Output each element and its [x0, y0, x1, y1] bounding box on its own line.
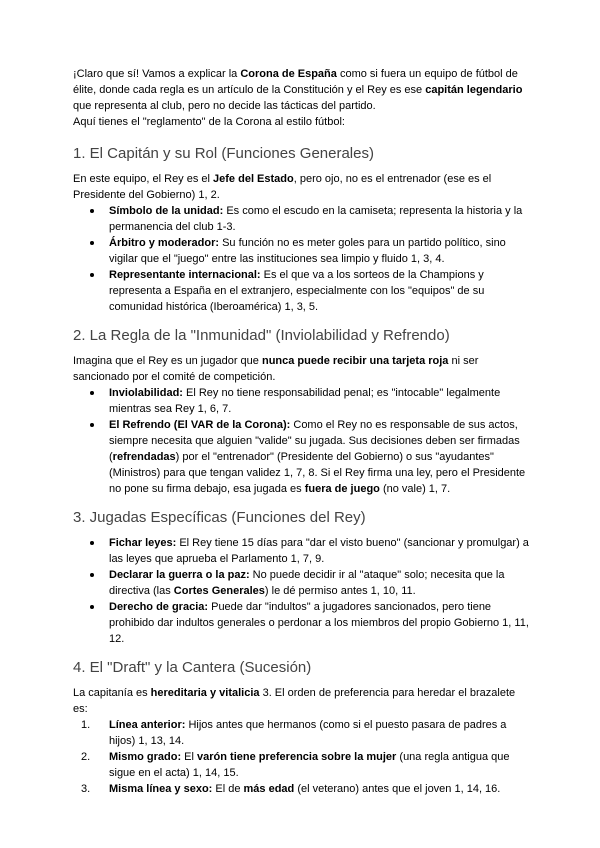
bold-text: varón tiene preferencia sobre la mujer	[197, 751, 397, 763]
text: Imagina que el Rey es un jugador que	[73, 355, 262, 367]
ordered-list-item	[73, 717, 530, 749]
text: 3. El orden de preferencia para heredar el brazalete es:	[73, 687, 516, 715]
intro-bold-capitan: capitán legendario	[425, 84, 523, 96]
section-1-heading: 1. El Capitán y su Rol (Funciones Generales)	[73, 145, 374, 162]
list-item	[73, 235, 530, 267]
text: La capitanía es	[73, 687, 151, 699]
intro-text: que representa al club, pero no decide las tácticas del partido.	[73, 100, 376, 112]
list-number: 1.	[81, 719, 91, 731]
list-item-label: Símbolo de la unidad:	[109, 205, 224, 217]
list-item-text: Hijos antes que hermanos (como si el puesto pasara de padres a hijos) 1, 13, 14.	[109, 719, 507, 747]
list-item-label: El Refrendo (El VAR de la Corona):	[109, 419, 291, 431]
intro-text: ¡Claro que sí! Vamos a explicar la	[73, 68, 241, 80]
section-2-list	[73, 385, 530, 497]
intro-paragraph	[73, 66, 530, 114]
section-4-heading: 4. El "Draft" y la Cantera (Sucesión)	[73, 659, 312, 676]
bold-text: hereditaria y vitalicia	[150, 687, 260, 699]
list-number: 3.	[81, 783, 91, 795]
section-2-paragraph	[73, 353, 530, 385]
list-item-label: Fichar leyes:	[109, 537, 177, 549]
bold-text: Cortes Generales	[173, 585, 265, 597]
list-item	[73, 535, 530, 567]
intro-text: como si fuera un equipo de fútbol de élite, donde cada regla es un artículo de la Constitución y el Rey es ese	[73, 68, 518, 96]
list-item-text: El Rey no tiene responsabilidad penal; es "intocable" legalmente mientras sea Rey 1, 6, 7.	[109, 387, 501, 415]
list-item-text: (no vale) 1, 7.	[379, 483, 451, 495]
list-item-text: Es como el escudo en la camiseta; representa la historia y la permanencia del club 1-3.	[109, 205, 523, 233]
list-item	[73, 203, 530, 235]
ordered-list-item	[73, 749, 530, 781]
section-3-heading: 3. Jugadas Específicas (Funciones del Rey)	[73, 509, 366, 526]
section-3-list	[73, 535, 530, 647]
list-item-text: El Rey tiene 15 días para "dar el visto bueno" (sancionar y promulgar) a las leyes que aprueba el Parlamento 1, 7, 9.	[109, 537, 529, 565]
bold-text: fuera de juego	[304, 483, 380, 495]
list-item	[73, 567, 530, 599]
section-1-paragraph	[73, 171, 530, 203]
intro-line-2: Aquí tienes el "reglamento" de la Corona al estilo fútbol:	[73, 116, 345, 128]
section-4-ordered-list	[73, 717, 530, 797]
list-item-label: Árbitro y moderador:	[109, 237, 220, 249]
list-item	[73, 267, 530, 315]
section-2-heading: 2. La Regla de la "Inmunidad" (Inviolabilidad y Refrendo)	[73, 327, 450, 344]
bold-text: Jefe del Estado	[213, 173, 294, 185]
bold-text: nunca puede recibir una tarjeta roja	[261, 355, 449, 367]
ordered-list-item	[73, 781, 530, 797]
list-item	[73, 385, 530, 417]
list-item-label: Declarar la guerra o la paz:	[109, 569, 250, 581]
intro-bold-corona: Corona de España	[240, 68, 337, 80]
text: , pero ojo, no es el entrenador (ese es el Presidente del Gobierno) 1, 2.	[73, 173, 492, 201]
list-item-text: Como el Rey no es responsable de sus actos, siempre necesita que alguien "valide" su jugada. Sus decisiones deben ser firmadas (	[109, 419, 520, 463]
list-item-text: No puede decidir ir al "ataque" solo; necesita que la directiva (las	[109, 569, 505, 597]
list-item-text: Su función no es meter goles para un partido político, sino vigilar que el "juego" entre las instituciones sea limpio y fluido 1, 3, 4.	[109, 237, 506, 265]
list-item-label: Inviolabilidad:	[109, 387, 183, 399]
text: En este equipo, el Rey es el	[73, 173, 214, 185]
list-item-label: Derecho de gracia:	[109, 601, 209, 613]
section-4-paragraph	[73, 685, 530, 717]
text: ni ser sancionado por el comité de competición.	[73, 355, 479, 383]
list-item-text: Es el que va a los sorteos de la Champions y representa a España en el extranjero, especialmente con los "equipos" de su comunidad histórica (Iberoamérica) 1, 3, 5.	[109, 269, 485, 313]
list-number: 2.	[81, 751, 91, 763]
list-item-text: (una regla antigua que sigue en el acta) 1, 14, 15.	[109, 751, 510, 779]
list-item	[73, 417, 530, 497]
section-1-list	[73, 203, 530, 315]
list-item-text: ) por el "entrenador" (Presidente del Gobierno) o sus "ayudantes" (Ministros) para que tengan validez 1, 7, 8. Si el Rey firma una ley, pero el Presidente no pone su firma debajo, esa jugada es	[109, 451, 526, 495]
list-item-label: Representante internacional:	[109, 269, 261, 281]
list-item-text: (el veterano) antes que el joven 1, 14, 16.	[294, 783, 501, 795]
list-item-text: El de	[212, 783, 244, 795]
list-item-label: Línea anterior:	[109, 719, 186, 731]
bold-text: más edad	[243, 783, 295, 795]
list-item-text: ) le dé permiso antes 1, 10, 11.	[264, 585, 416, 597]
list-item-label: Misma línea y sexo:	[109, 783, 213, 795]
bold-text: refrendadas	[112, 451, 176, 463]
list-item-text: El	[181, 751, 198, 763]
list-item-label: Mismo grado:	[109, 751, 182, 763]
list-item-text: Puede dar "indultos" a jugadores sancionados, pero tiene prohibido dar indultos generales o perdonar a los miembros del propio Gobierno 1, 11, 12.	[109, 601, 529, 645]
list-item	[73, 599, 530, 647]
